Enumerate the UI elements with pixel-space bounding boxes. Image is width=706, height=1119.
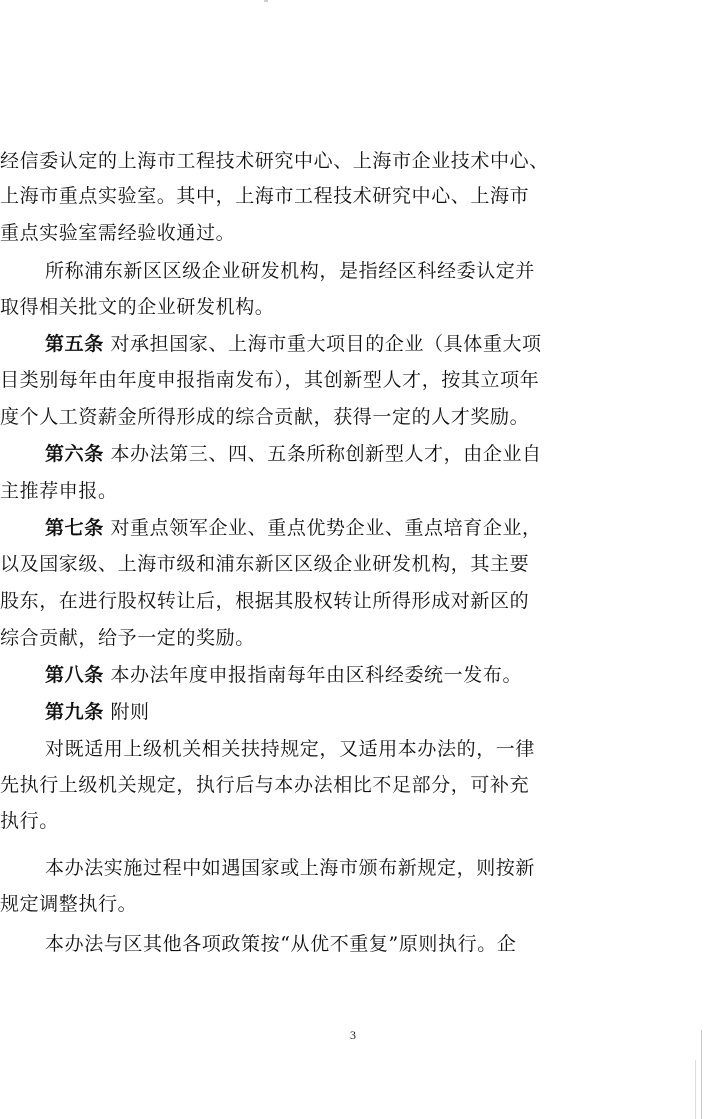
scan-mark bbox=[264, 0, 268, 2]
article-line bbox=[0, 329, 706, 359]
text-line: 执行。 bbox=[0, 810, 59, 832]
article-heading: 第九条 bbox=[45, 701, 104, 723]
scan-edge bbox=[695, 1060, 696, 1119]
article-text: 对承担国家、上海市重大项目的企业（具体重大项 bbox=[110, 333, 542, 355]
text-line: 度个人工资薪金所得形成的综合贡献，获得一定的人才奖励。 bbox=[0, 406, 530, 428]
text-line: 以及国家级、上海市级和浦东新区区级企业研发机构，其主要 bbox=[0, 553, 530, 575]
text-line: 综合贡献，给予一定的奖励。 bbox=[0, 627, 255, 649]
text-line: 主推荐申报。 bbox=[0, 480, 118, 502]
page-number: 3 bbox=[350, 1028, 356, 1042]
article-text: 本办法第三、四、五条所称创新型人才，由企业自 bbox=[110, 443, 542, 465]
article-heading: 第五条 bbox=[45, 333, 104, 355]
article-text: 附则 bbox=[110, 701, 150, 723]
text-line: 规定调整执行。 bbox=[0, 893, 138, 915]
text-line: 对既适用上级机关相关扶持规定，又适用本办法的，一律 bbox=[45, 738, 536, 760]
article-line bbox=[0, 697, 706, 727]
scan-edge bbox=[701, 1030, 702, 1119]
text-line: 股东，在进行股权转让后，根据其股权转让所得形成对新区的 bbox=[0, 590, 530, 612]
text-line: 重点实验室需经验收通过。 bbox=[0, 222, 236, 244]
text-line: 经信委认定的上海市工程技术研究中心、上海市企业技术中心、 bbox=[0, 150, 549, 172]
article-line bbox=[0, 439, 706, 469]
article-heading: 第七条 bbox=[45, 517, 104, 539]
article-text: 对重点领军企业、重点优势企业、重点培育企业， bbox=[110, 517, 542, 539]
text-line: 本办法与区其他各项政策按“从优不重复”原则执行。企 bbox=[45, 933, 517, 955]
text-line: 取得相关批文的企业研发机构。 bbox=[0, 296, 275, 318]
article-line bbox=[0, 660, 706, 690]
article-heading: 第八条 bbox=[45, 664, 104, 686]
text-line: 先执行上级机关规定，执行后与本办法相比不足部分，可补充 bbox=[0, 774, 530, 796]
text-line: 本办法实施过程中如遇国家或上海市颁布新规定，则按新 bbox=[45, 857, 536, 879]
text-line: 所称浦东新区区级企业研发机构，是指经区科经委认定并 bbox=[45, 260, 536, 282]
text-line: 目类别每年由年度申报指南发布），其创新型人才，按其立项年 bbox=[0, 369, 540, 391]
article-line bbox=[0, 513, 706, 543]
article-heading: 第六条 bbox=[45, 443, 104, 465]
text-line: 上海市重点实验室。其中，上海市工程技术研究中心、上海市 bbox=[0, 185, 530, 207]
article-text: 本办法年度申报指南每年由区科经委统一发布。 bbox=[110, 664, 523, 686]
